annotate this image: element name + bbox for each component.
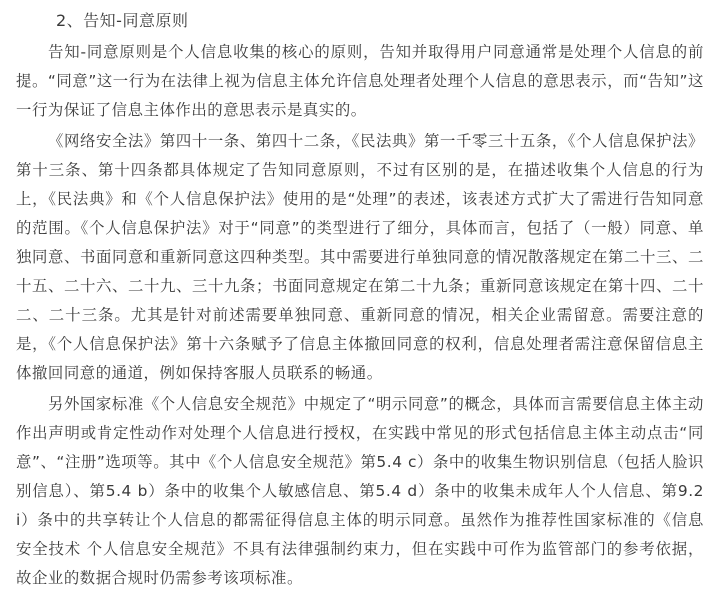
paragraph-national-standard: 另外国家标准《个人信息安全规范》中规定了“明示同意”的概念，具体而言需要信息主体主动作出声明或肯定性动作对处理个人信息进行授权，在实践中常见的形式包括信息主体主动点击“同意”、“注册”选项等。其中《个人信息安全规范》第5.4 c）条中的收集生物识别信息（包括人脸识别信息）、第5.4 b）条中的收集个人敏感信息、第5.4 d）条中的收集未成年人个人信息、第9.2 i）条中的共享转让个人信息的都需征得信息主体的明示同意。虽然作为推荐性国家标准的《信息安全技术 个人信息安全规范》不具有法律强制约束力，但在实践中可作为监管部门的参考依据，故企业的数据合规时仍需参考该项标准。 <box>16 395 704 587</box>
paragraph-legal-provisions: 《网络安全法》第四十一条、第四十二条，《民法典》第一千零三十五条，《个人信息保护法》第十三条、第十四条都具体规定了告知同意原则，不过有区别的是，在描述收集个人信息的行为上，《民法典》和《个人信息保护法》使用的是“处理”的表述，该表述方式扩大了需进行告知同意的范围。《个人信息保护法》对于“同意”的类型进行了细分，具体而言，包括了（一般）同意、单独同意、书面同意和重新同意这四种类型。其中需要进行单独同意的情况散落规定在第二十三、二十五、二十六、二十九、三十九条；书面同意规定在第二十九条；重新同意该规定在第十四、二十二、二十三条。尤其是针对前述需要单独同意、重新同意的情况，相关企业需留意。需要注意的是，《个人信息保护法》第十六条赋予了信息主体撤回同意的权利，信息处理者需注意保留信息主体撤回同意的通道，例如保持客服人员联系的畅通。 <box>16 132 704 382</box>
paragraph-notice-consent-principle: 告知-同意原则是个人信息收集的核心的原则，告知并取得用户同意通常是处理个人信息的前提。“同意”这一行为在法律上视为信息主体允许信息处理者处理个人信息的意思表示，而“告知”这一行为保证了信息主体作出的意思表示是真实的。 <box>16 43 704 119</box>
article-body <box>16 8 704 595</box>
section-heading: 2、告知-同意原则 <box>56 11 189 30</box>
